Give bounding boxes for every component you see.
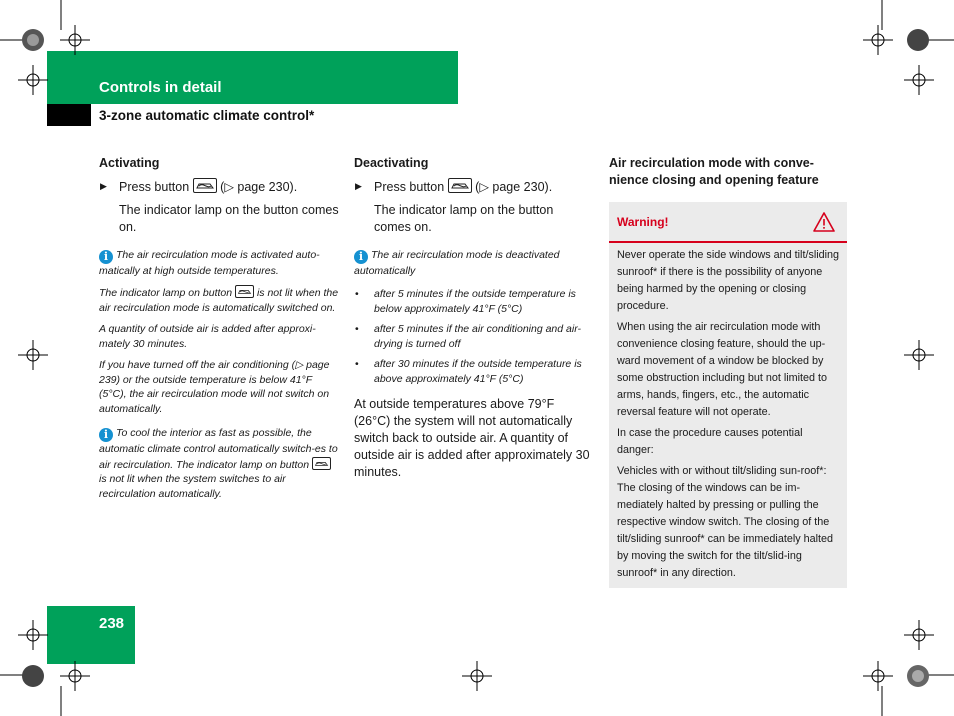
step-press-button (99, 178, 339, 196)
step-result: The indicator lamp on the button comes on. (374, 202, 554, 234)
info-icon: i (99, 428, 113, 442)
warning-paragraph: When using the air recirculation mode with convenience closing feature, should the up-ward movement of a window be blocked by some obstruction including but not limited to arms, hands, fingers, etc., the automatic reversal feature will not operate. (617, 321, 828, 418)
info-note-1 (99, 248, 339, 417)
note-text: is not lit when the air recirculation mode is automatically switched on. (99, 287, 339, 314)
step-text: Press button (119, 179, 190, 194)
info-note-2 (99, 426, 339, 501)
header-black-tab (47, 104, 91, 126)
warning-box (609, 202, 847, 588)
info-text: The air recirculation mode is deactivated automatically (354, 248, 560, 277)
note-text: The indicator lamp on button (99, 287, 233, 299)
page-number: 238 (99, 615, 125, 632)
step-page-ref: (▷ page 230). (475, 179, 553, 194)
list-item: • after 5 minutes if the air conditioning and air-drying is turned off (354, 322, 592, 351)
warning-paragraph: In case the procedure causes potential danger: (617, 427, 803, 456)
heading-activating: Activating (99, 156, 160, 170)
info-note-text (354, 248, 592, 279)
step-text: Press button (374, 179, 445, 194)
info-note-1-p2 (99, 285, 339, 315)
header-band (47, 51, 458, 104)
air-recirculation-button-icon (193, 178, 217, 193)
step-press-button (354, 178, 592, 196)
air-recirculation-button-icon (312, 457, 331, 470)
air-recirculation-button-icon (235, 285, 254, 298)
warning-header (609, 202, 847, 243)
list-item: • after 30 minutes if the outside temperature is above approximately 41°F (5°C) (354, 357, 592, 386)
note-text: To cool the interior as fast as possible, the automatic climate control automatically switch-es to air recirculation. The indicator lamp on button (99, 427, 338, 471)
warning-paragraph: Never operate the side windows and tilt/sliding sunroof* if there is the possibility of anyone being harmed by the opening or closing procedure. (617, 249, 840, 312)
list-item: • after 5 minutes if the outside temperature is below approximately 41°F (5°C) (354, 287, 592, 316)
info-icon: i (99, 250, 113, 264)
column-deactivating (354, 155, 592, 481)
heading-recirculation: Air recirculation mode with conve-nience closing and opening feature (609, 156, 819, 187)
column-activating (99, 155, 339, 508)
warning-body (617, 247, 841, 586)
warning-paragraph: Vehicles with or without tilt/sliding sun-roof*: The closing of the windows can be im-mediately halted by pressing or pulling the respective window switch. The closing of the tilt/sliding sunroof* can be immediately halted by moving the switch for the tilt/slid-ing sunroof* in any direction. (617, 465, 834, 579)
air-recirculation-button-icon (448, 178, 472, 193)
warning-title: Warning! (617, 215, 669, 229)
note-text: is not lit when the system switches to air recirculation automatically. (99, 473, 286, 500)
heading-deactivating: Deactivating (354, 156, 429, 170)
column-recirculation (609, 155, 847, 194)
deactivate-conditions-list (354, 287, 592, 386)
info-note-1-text (99, 248, 339, 279)
warning-triangle-icon (813, 212, 835, 237)
info-icon: i (354, 250, 368, 264)
info-note-1-p3: A quantity of outside air is added after approxi-mately 30 minutes. (99, 323, 316, 350)
section-title: Controls in detail (99, 79, 222, 96)
step-result: The indicator lamp on the button comes on. (119, 202, 339, 234)
step-page-ref: (▷ page 230). (220, 179, 298, 194)
body-text: At outside temperatures above 79°F (26°C) the system will not automatically switch back to outside air. A quantity of outside air is added after approximately 30 minutes. (354, 397, 590, 479)
info-note-1-p4: If you have turned off the air conditioning (▷ page 239) or the outside temperature is below 41°F (5°C), the air recirculation mode will not switch on automatically. (99, 359, 330, 415)
info-text: The air recirculation mode is activated auto-matically at high outside temperatures. (99, 248, 320, 277)
info-note-deactivate (354, 248, 592, 279)
subsection-title: 3-zone automatic climate control* (99, 108, 315, 123)
info-note-2-text (99, 426, 339, 501)
